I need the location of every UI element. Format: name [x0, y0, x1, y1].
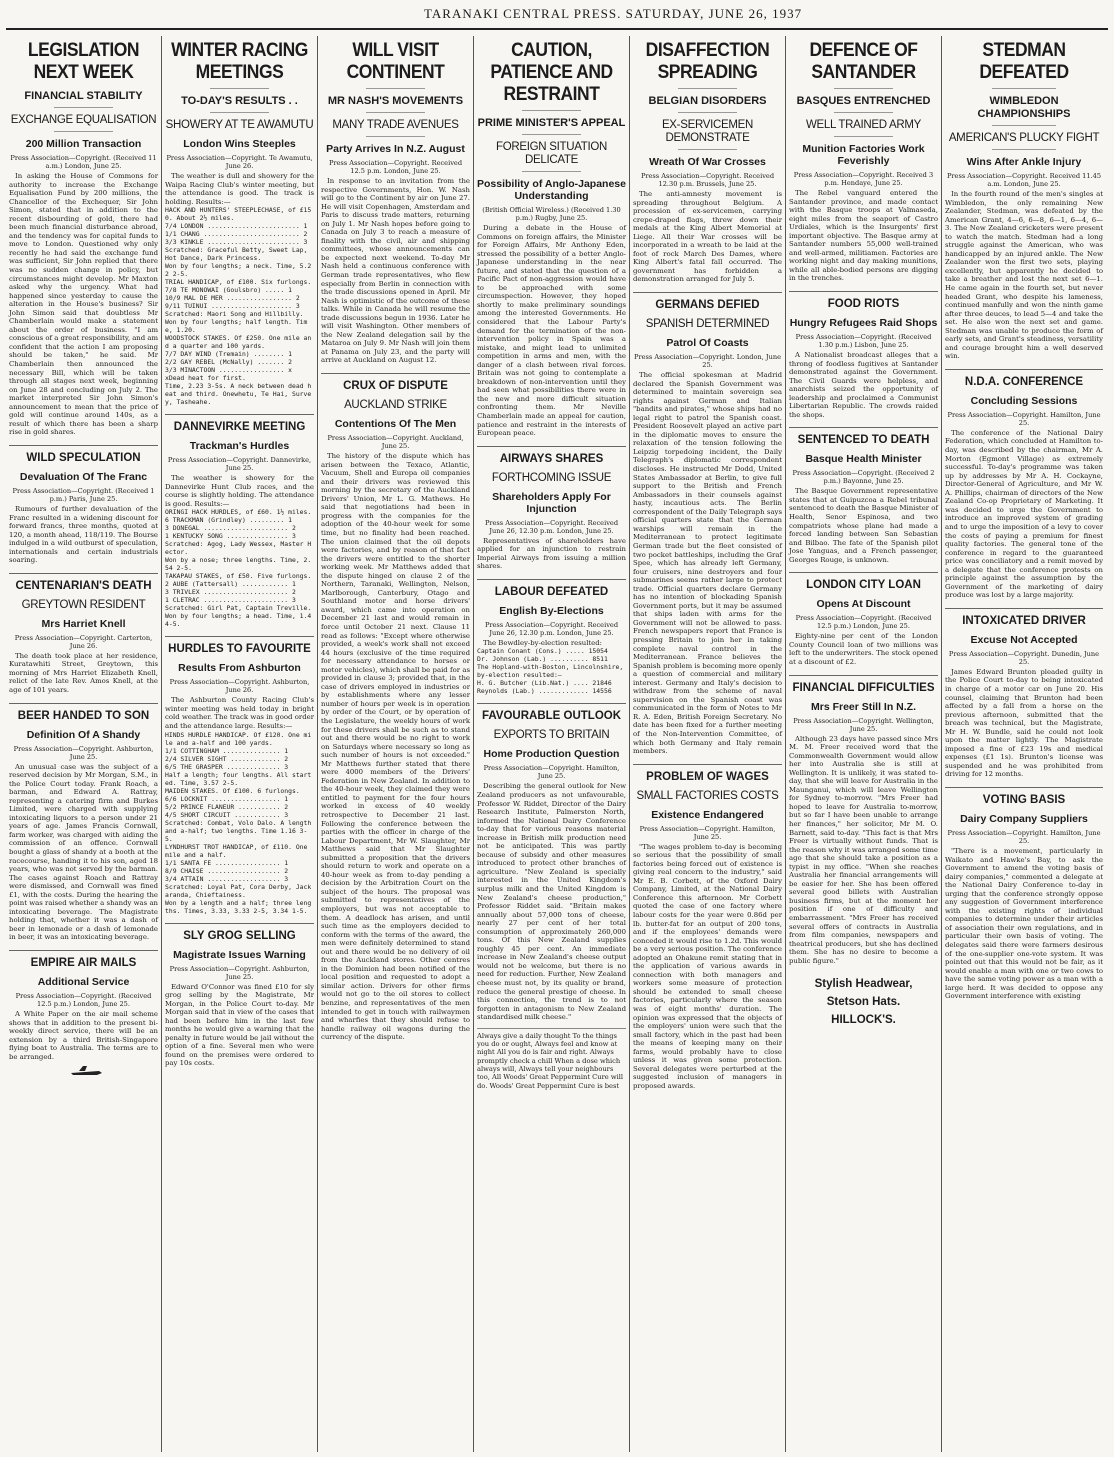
advert-line: HILLOCK'S.: [831, 1014, 896, 1027]
dateline: Press Association—Copyright. Auckland, June 25.: [327, 434, 464, 451]
section-headline: BEER HANDED TO SON: [9, 703, 158, 723]
column-6: [786, 36, 942, 1452]
newspaper-columns: [6, 36, 1108, 1452]
article-body: The Basque Government representative states that at Guipuzcoa a Rebel tribunal sentenced to death the Basque Minister of Health, Senor Espinosa, and two compatriots whose plane had made a forced landing between San Sebastian and Bilbao. The fate of the Spanish pilot Jose Yanguas, and a French passenger, Georges Rouge, is unknown.: [789, 487, 938, 564]
dateline: Press Association—Copyright. Te Awamutu, June 26.: [166, 154, 313, 170]
subhead: GREYTOWN RESIDENT: [21, 598, 146, 611]
article-body: The Ashburton County Racing Club's winter meeting was held today in bright cold weather. The track was in good order and the attendance large. Results:—: [165, 696, 314, 731]
subhead: WELL TRAINED ARMY: [805, 119, 922, 131]
subhead: Existence Endangered: [651, 808, 764, 821]
dateline: Press Association—Copyright. Hamilton, June 25.: [947, 828, 1101, 845]
article-body: In response to an invitation from the respective Governments, Hon. W. Nash will go to the Continent by air on June 27. He will visit Copenhagen, Amsterdam and Paris to discuss trade matters, returning on July 1. Mr Nash hopes before going to Canada on July 3 to reach a measure of finality with the civil, air and shipping committees, whose announcements can be expected next weekend. To-day Mr Nash held a continuous conference with German trade representatives, who flew especially from Berlin in connection with the trade discussions opened in April. Mr Nash is optimistic of the outcome of these talks. While in Canada he will resume the trade discussions begun in 1936. Later he will visit Washington. Other members of the New Zealand delegation sail by the Mataroa on July 9. Mr Nash will join them at Panama on July 23, and the party will arrive at Auckland on August 12.: [321, 177, 470, 365]
subhead: TO-DAY'S RESULTS . .: [181, 95, 298, 107]
subhead: 200 Million Transaction: [25, 138, 142, 150]
section-headline: CRUX OF DISPUTE: [321, 373, 470, 393]
column-4: [474, 36, 630, 1452]
advert-verse: Always give a daily thought To the things you do or ought, Always feel and know at night All you do is fair and right. Always promptly check a chill When a dose which always will, Always tell your neighbours too, All Woods' Great Peppermint Cure will do. Woods' Great Peppermint Cure is best: [477, 1028, 626, 1090]
article-body: The official spokesman at Madrid declared the Spanish Government was determined to maintain sovereign sea rights against German and Italian "bandits and pirates," whose ships had no legal right to patrol the Spanish coast. President Roosevelt played an active part in the diplomatic moves to ensure the relaxation of the tension following the Leipzig torpedoing incident, the Daily Telegraph's diplomatic correspondent discloses. He instructed Mr Dodd, United States Ambassador at Berlin, to give full support to the British and French Ambassadors in their counsels against hasty, incautious acts. The Berlin correspondent of the Daily Telegraph says official quarters state that the German warships will remain in the Mediterranean to protect legitimate German trade but the fleet consisted of two pocket battleships, including the Graf Spee, which has already left Germany, four cruisers, nine destroyers and four submarines seems rather large to protect trade. Official quarters declare Germany has no intention of blockading Spanish Government ports, but it may be assumed that ships laden with arms for the Government will not be allowed to pass. French newspapers report that France is pressing Britain to join her in taking complete naval control in the Mediterranean. France believes the Spanish problem is becoming more openly a question of commercial and military interest. Germany and Italy's decision to withdraw from the scheme of naval supervision on the Spanish coast was communicated in the form of Notes to Mr R. A. Eden, British Foreign Secretary. No date has been fixed for a further meeting of the Non-Intervention Committee, of which both Germany and Italy remain members.: [633, 371, 782, 756]
dateline: Press Association—Copyright. Received 3 p.m. Hendaye, June 25.: [793, 171, 934, 187]
article-body: A White Paper on the air mail scheme shows that in addition to the present bi-weekly direct service, there will be an extension by a third British-Singapore flying boat to Australia. The terms are to be arranged.: [9, 1010, 158, 1061]
section-headline: GERMANS DEFIED: [633, 292, 782, 312]
subhead: EXCHANGE EQUALISATION: [10, 114, 157, 126]
masthead-text: TARANAKI CENTRAL PRESS. SATURDAY, JUNE 26, 1937: [424, 6, 803, 21]
divider: [992, 149, 1055, 150]
subhead: Munition Factories Work Feverishly: [802, 143, 925, 167]
dateline: Press Association—Copyright. Received June 26, 12.30 p.m. London, June 25.: [484, 518, 619, 535]
advert-line: Stetson Hats.: [826, 996, 901, 1009]
subhead: EXPORTS TO BRITAIN: [493, 729, 610, 742]
masthead: [6, 0, 1108, 30]
subhead: PRIME MINISTER'S APPEAL: [477, 117, 626, 129]
subhead: Party Arrives In N.Z. August: [326, 143, 465, 155]
article-body: Rumours of further devaluation of the Franc resulted in a widening discount for forward francs, three months, quoted at 120, a month ahead, 118/119. The Bourse indulged in a wild outburst of speculation, internationals and certain industrials soaring.: [9, 504, 158, 565]
dateline: Press Association—Copyright. Ashburton, June 25.: [169, 964, 310, 981]
dateline: Press Association—Copyright. (Received 2 p.m.) Bayonne, June 25.: [792, 469, 935, 486]
dateline: Press Association—Copyright. Ashburton, June 25.: [13, 744, 154, 761]
headline-santander: DEFENCE OF SANTANDER: [809, 40, 918, 83]
subhead: Basque Health Minister: [805, 453, 922, 466]
dateline: Press Association—Copyright. (Received 11 a.m.) London, June 25.: [10, 154, 157, 170]
section-headline: VOTING BASIS: [945, 787, 1103, 807]
subhead: FOREIGN SITUATION DELICATE: [496, 141, 607, 166]
section-headline: HURDLES TO FAVOURITE: [165, 636, 314, 656]
subhead: FINANCIAL STABILITY: [24, 90, 143, 102]
subhead: EX-SERVICEMEN DEMONSTRATE: [661, 119, 754, 144]
subhead: SMALL FACTORIES COSTS: [636, 789, 779, 802]
section-headline: FINANCIAL DIFFICULTIES: [789, 675, 938, 695]
section-headline: SENTENCED TO DEATH: [789, 427, 938, 447]
section-headline: N.D.A. CONFERENCE: [945, 369, 1103, 389]
race-results: HACK AND HUNTERS' STEEPLECHASE, of £150. About 2½ miles. 7/4 LONDON ........................ 1 1/1 CHANG ......................... 2 3/3 KINKLE ........................ 3 Scratched: Graceful Betty, Sweet Lap, Hot Dance, Dark Princess. Won by four lengths; a neck. Time, 5.22 2-5. TRIAL HANDICAP, of £100. Six furlongs. 7/8 TE MONOWAI (Goulsbro) ..... 1 10/9 MAL DE MER ................. 2 9/11 TUINUI ..................... 3 Scratched: Maori Song and Hillbilly. Won by four lengths; half length. Time, 1.20. WOODSTOCK STAKES. Of £250. One mile and a quarter and 100 yards. 7/7 DAY WIND (Tremain) ........ 1 2/2 GAY REBEL (McNally) ....... 2 3/3 MINACTOON ................. x xDead heat for first. Time, 2.23 3-5s. A neck between dead heat and third. Onewhetu, Te Hai, Survey, Tasheahe.: [165, 206, 312, 407]
section-headline: AIRWAYS SHARES: [477, 446, 626, 466]
headline-legislation: LEGISLATION NEXT WEEK: [27, 40, 140, 83]
article-body: "The wages problem to-day is becoming so serious that the possibility of small factories being forced out of existence is giving real concern to the industry," said Mr E. B. Corbett, of the Oxford Dairy Company, Limited, at the National Dairy Conference this afternoon. Mr Corbett quoted the case of one factory where labour costs for the year were 0.86d per lb. butter-fat for an output of 200 tons, and if the employees' demands were conceded it would rise to 1.2d. This would be a very serious position. The conference adopted an Ohakune remit stating that in the application of various awards in connection with both managers and workers some measure of protection should be extended to small cheese factories, particularly where the season was of eight months' duration. The opinion was expressed that the objects of the employers' union were such that the small factory, which in the past had been the means of keeping many on their farms, would probably have to close unless it was given some protection. Several delegates were perturbed at the suggested inclusion of managers in proposed awards.: [633, 842, 782, 1090]
subhead: SPANISH DETERMINED: [645, 318, 770, 331]
dateline: Press Association—Copyright. Carterton, June 26.: [14, 633, 153, 650]
election-results: Captain Conant (Cons.) ..... 15054 Dr. Johnson (Lab.) .......... 8511 The Hopland-with-Boston, Lincolnshire, by-election resulted:— H. G. Butcher (Lib.Nat.) .... 21846 Reynolds (Lab.) ............. 14556: [477, 647, 624, 696]
race-results: HINDS HURDLE HANDICAP. Of £120. One mile and a-half and 100 yards. 1/1 COTTINGHAM ............... 1 2/4 SILVER SIGHT ............. 2 6/5 THE GRASPER .............. 3 Half a length; four lengths. All started. Time, 3.57 2-5. MAIDEN STAKES. Of £100. 6 furlongs. 6/6 LOCKNIT .................. 1 5/2 PRINCE FLANEUR ........... 2 4/5 SHORT CIRCUIT ............ 3 Scratched: Combat, Volo Dalo. A length and a-half; two lengths. Time 1.16 3-5. LYNDHURST TROT HANDICAP, of £110. One mile and a half. 1/1 SANTA FE ................. 1 8/9 CHAISE ................... 2 3/4 ATTAIN ................... 3 Scratched: Loyal Pat, Cora Derby, Jackaranda, Chieftainess. Won by a length and a half; three lengths. Times, 3.33, 3.33 2-5, 3.34 1-5.: [165, 730, 312, 915]
subhead: Devaluation Of The Franc: [19, 470, 148, 483]
dateline: Press Association—Copyright. Received 12.5 p.m. London, June 25.: [328, 159, 463, 175]
subhead: MR NASH'S MOVEMENTS: [327, 95, 464, 107]
subhead: Definition Of A Shandy: [26, 728, 141, 741]
subhead: AUCKLAND STRIKE: [344, 399, 447, 412]
column-7: [942, 36, 1106, 1452]
dateline: Press Association—Copyright. Hamilton, June 25.: [947, 410, 1101, 427]
race-results: ORINGI HACK HURDLES, of £60. 1½ miles. 6 TRACKMAN (Grindley) ......... 1 3 DONEGAL ...................... 2 1 KENTUCKY SONG ................ 3 Scratched: Agog, Lady Wessex, Master Hector. Won by a nose; three lengths. Time, 2.54 2-5. TAKAPAU STAKES, of £50. Five furlongs. 2 AUBE (Tattersall) ............ 1 3 TRIVLEX ...................... 2 1 CLETRAC ...................... 3 Scratched: Girl Pat, Captain Treville. Won by four lengths; a head. Time, 1.4 4-5.: [165, 508, 312, 629]
section-headline: INTOXICATED DRIVER: [945, 608, 1103, 628]
divider: [366, 112, 426, 113]
dateline: Press Association—Copyright. (Received 1.30 p.m.) Lisbon, June 25.: [795, 333, 932, 350]
article-body: The Rebel vanguard entered the Santander province, and made contact with the Basque troops at Valmaseda, eight miles from the seaport of Castro Urdiales, which is the Insurgents' first important objective. The Basque army at Santander numbers 55,000 well-trained and well-armed, militiamen. Factories are working night and day making munitions, while all able-bodied persons are digging in the trenches.: [789, 189, 938, 283]
subhead: Results From Ashburton: [178, 662, 301, 675]
article-body: An unusual case was the subject of a reserved decision by Mr Morgan, S.M., in the Police Court today. Frank Roach, a barman, and Edward A. Rattray, representing a catering firm and Burkes Limited, were charged with supplying intoxicating liquors to a person under 21 years of age. James Francis Cornwall, farm worker, was charged with aiding the commission of an offence. Cornwall bought a glass of shandy at a booth at the racecourse, handing it to his son, aged 18 years, who was not served by the barman. The cases against Roach and Rattray were dismissed, and Cornwall was fined £1, with the costs. During the hearing the point was raised whether a shandy was an intoxicating beverage. The Magistrate holding that, whether it was a dash of beer in lemonade or a dash of lemonade in beer, it was an intoxicating beverage.: [9, 762, 158, 942]
divider: [210, 112, 270, 113]
article-body: The weather is showery for the Dannevirke Hunt Club races, and the course is slightly holding. The attendance is good. Results:—: [165, 474, 314, 508]
column-5: [630, 36, 786, 1452]
article-body: Although 23 days have passed since Mrs M. M. Freer received word that the Commonwealth Government would allow her into Australia she is still at Wellington. It is unlikely, it was stated to-day, that she will leave for Australia in the Maunganui, which will leave Wellington for Sydney to-morrow. "Mrs Freer had hoped to leave for Australia to-morrow, but so far I have been unable to arrange her finances," her solicitor, Mr M. O. Barnett, said to-day. "This fact is that Mrs Freer is virtually without funds. That is the reason why it was arranged some time ago that she should take a position as a typist in my office. "When she reaches Australia her financial arrangements will be easier for her. She has been offered several good billets with Australian business firms, but at the moment her position if one of difficulty and embarrassment. "Mrs Freer has received several offers of contracts in Australia from film companies, newspapers and theatrical producers, but she has declined them. She has no desire to become a public figure.": [789, 734, 938, 965]
section-headline: SLY GROG SELLING: [165, 923, 314, 943]
dateline: Press Association—Copyright. London, June 25.: [634, 353, 781, 370]
headline-disaffection: DISAFFECTION SPREADING: [645, 40, 770, 83]
subhead: Patrol Of Coasts: [666, 337, 749, 350]
subhead: BELGIAN DISORDERS: [648, 95, 767, 107]
column-1: [6, 36, 162, 1452]
subhead: Home Production Question: [483, 748, 620, 761]
article-body: A Nationalist broadcast alleges that a throng of foodless fugitives at Santander demonstrated against the Government. The Civil Guards were helpless, and anarchists seized the opportunity of leadership and proclaimed a Communist Libertarian Republic. The crowds raided the shops.: [789, 351, 938, 419]
article-body: Eighty-nine per cent of the London County Council loan of two millions was left to the underwriters. The stock opened at a discount of £2.: [789, 632, 938, 666]
divider: [366, 136, 426, 137]
article-body: The conference of the National Dairy Federation, which concluded at Hamilton to-day, was described by the chairman, Mr A. Morton (Egmont Village) as extremely successful. To-day's programme was taken up by addresses by Mr A. H. Cockayne, Director-General of Agriculture, and Mr W. A. Phillips, chairman of directors of the New Zealand Co-op Proprietary of Marketing. It was decided to urge the Government to introduce an improved system of grading and to urge the imposition of a levy to cover the costs of paying a premium for finest quality factories. The general tone of the conference in regard to the guaranteed price was conciliatory and a remit moved by a delegate that the conference protests on principle against the assumption by the Government of the marketing of dairy produce was lost by a large majority.: [945, 428, 1103, 600]
subhead: Excuse Not Accepted: [970, 633, 1078, 646]
subhead: Hungry Refugees Raid Shops: [789, 317, 938, 330]
subhead: Magistrate Issues Warning: [173, 948, 306, 961]
subhead: Possibility of Anglo-Japanese Understanding: [477, 178, 626, 202]
subhead: Dairy Company Suppliers: [960, 812, 1088, 825]
article-body: James Edward Brunton pleaded guilty in the Police Court to-day to being intoxicated in charge of a motor car on June 20. His counsel, claiming that Brunton had been affected by a fall from a horse on the previous afternoon, submitted that the breach was technical, but the Magistrate, Mr H. W. Bundle, said he could not look upon the matter lightly. The Magistrate imposed a fine of £23 19s and medical expenses (£1 1s). Brunton's license was suspended and he was prohibited from driving for 12 months.: [945, 667, 1103, 779]
subhead: Opens At Discount: [816, 598, 911, 611]
subhead: BASQUES ENTRENCHED: [796, 95, 931, 107]
subhead: Wins After Ankle Injury: [966, 156, 1082, 168]
dateline: Press Association—Copyright. Received 12.30 p.m. Brussels, June 25.: [640, 172, 775, 188]
divider: [992, 88, 1055, 89]
subhead: Wreath Of War Crosses: [649, 156, 766, 168]
column-2: [162, 36, 318, 1452]
dateline: Press Association—Copyright. (Received 12.5 p.m.) London, June 25.: [15, 992, 152, 1008]
article-body: Representatives of shareholders have applied for an injunction to restrain Imperial Airways from issuing a million shares.: [477, 536, 626, 571]
section-headline: FOOD RIOTS: [789, 291, 938, 311]
divider: [522, 171, 582, 172]
article-body: During a debate in the House of Commons on foreign affairs, the Minister for Foreign Affairs, Mr Anthony Eden, stressed the possibility of a better Anglo-Japanese understanding in the near future, and stated that the question of a Pacific Pact of non-aggression would have to be approached with some circumspection. However, they hoped shortly to make preliminary soundings among the interested Governments. He considered that the Labour Party's demand for the termination of the non-intervention policy in Spain was a mistake, and might lead to unlimited competition in arms and men, with the danger of a clash between rival forces. Britain was not going to contemplate a breakdown of non-intervention until they had seen what possibilities there were in the new and more difficult situation confronting them. Mr Neville Chamberlain made an appeal for caution, patience and restraint in the interests of European peace.: [477, 224, 626, 438]
subhead: Shareholders Apply For Injunction: [492, 490, 611, 515]
headline-will-visit: WILL VISIT CONTINENT: [346, 40, 445, 83]
section-headline: FAVOURABLE OUTLOOK: [477, 703, 626, 723]
article-body: The anti-amnesty movement is spreading throughout Belgium. A procession of ex-servicemen, carrying crepe-draped flags, threw down their medals at the King Albert Memorial at Liege. All their War crosses will be incorporated in a wreath to be laid at the foot of rock March Des Dames, where King Albert's fatal fall occurred. The government has forbidden a demonstration arranged for July 5.: [633, 190, 782, 284]
subhead: FORTHCOMING ISSUE: [491, 471, 612, 484]
article-body: Edward O'Connor was fined £10 for sly grog selling by the Magistrate, Mr Morgan, in the Police Court to-day. Mr Morgan said that in view of the cases that had been before him in the last few months he would give a warning that the penalty in future would be jail without the option of a fine. Several men who were found on the premises were ordered to pay 10s costs.: [165, 982, 314, 1068]
dateline: Press Association—Copyright. Hamilton, June 25.: [483, 764, 620, 781]
article-body: Describing the general outlook for New Zealand producers as not unfavourable, Professor W. Riddet, Director of the Dairy Research Institute, Palmerston North, informed the National Dairy Conference to-day that for various reasons material increase in British milk production need not be anticipated. This was partly because of subsidy and other measures introduced to protect other branches of agriculture. "New Zealand is specially interested in the United Kingdom's surplus milk and the United Kingdom is New Zealand's cheese production," Professor Riddet said. "Britain makes annually about 57,000 tons of cheese, nearly 27 per cent of her total consumption of approximately 260,000 tons. Of this New Zealand supplies roughly 45 per cent. An immediate increase in New Zealand's cheese output would not be welcome, but there is no need for reduction. Further, New Zealand cheese must not, by its quality or brand, reduce the general prestige of cheese. In this connection, the trend is to not forgotten in antagonism to New Zealand standardised milk cheese.": [477, 782, 626, 1022]
subhead: AMERICAN'S PLUCKY FIGHT: [948, 132, 1100, 144]
subhead: MANY TRADE AVENUES: [332, 119, 459, 131]
subhead: London Wins Steeples: [183, 138, 296, 150]
divider: [678, 112, 738, 113]
divider: [522, 110, 582, 111]
dateline: Press Association—Copyright. Dannevirke, June 25.: [167, 456, 312, 473]
divider: [678, 88, 738, 89]
divider: [678, 149, 738, 150]
subhead: Additional Service: [37, 976, 130, 988]
column-3: [318, 36, 474, 1452]
section-headline: DANNEVIRKE MEETING: [165, 414, 314, 434]
divider: [54, 107, 114, 108]
article-body: In the fourth round of the men's singles at Wimbledon, the only remaining New Zealander, Stedman, was defeated by the American Grant, 4—6, 6—8, 6—1, 6—4, 6—3. The New Zealand cricketers were present to watch the match. Stedman had a long struggle against the American, who was handicapped by an injured ankle. The New Zealander won the first two sets, playing excellently, but apparently he decided to take a breather and lost the next set 6—1. He came again in the fourth set, but never headed Grant, who despite his lameness, continued manfully and won the ninth game after three deuces, to lead 5—4 and take the set. He also won the next set and game. Stedman was unable to produce the form of early sets, and Grant's steadiness, versatility and courage brought him a well deserved win.: [945, 190, 1103, 361]
subhead: SHOWERY AT TE AWAMUTU: [165, 119, 314, 131]
headline-winter-racing: WINTER RACING MEETINGS: [171, 40, 308, 83]
headline-caution: CAUTION, PATIENCE AND RESTRAINT: [490, 40, 613, 105]
section-headline: CENTENARIAN'S DEATH: [9, 573, 158, 593]
divider: [210, 88, 270, 89]
hillocks-advert: [789, 975, 938, 1029]
section-headline: LONDON CITY LOAN: [789, 572, 938, 592]
subhead: Mrs Freer Still In N.Z.: [810, 700, 917, 713]
section-headline: PROBLEM OF WAGES: [633, 764, 782, 784]
dateline: Press Association—Copyright. Received June 26, 12.30 p.m. London, June 25.: [484, 620, 619, 637]
dateline: Press Association—Copyright. (Received 1 p.m.) Paris, June 25.: [12, 486, 155, 503]
article-body: The death took place at her residence, Kuratawhiti Street, Greytown, this morning of Mrs Harriet Elizabeth Knell, relict of the late Rev. Amos Knell, at the age of 101 years.: [9, 651, 158, 694]
article-body: The history of the dispute which has arisen between the Texaco, Atlantic, Vacuum, Shell and Europa oil companies and their drivers was reviewed this morning by the secretary of the Auckland Drivers' Union, Mr L. G. Mathews. He said that negotiations had been in progress with the companies for the adoption of the 40-hour week for some time, but no finality had been reached. The union claimed that the oil depots were factories, and by reason of that fact the drivers were entitled to the shorter working week. Mr Matthews added that the dispute hinged on clause 2 of the Northern, Taranaki, Wellington, Nelson, Marlborough, Canterbury, Otago and Southland motor and horse drivers' award, which came into operation on December 21 last and would remain in force until October 21 next. Clause 11 read as follows: "Except where otherwise provided, a week's work shall not exceed 44 hours (exclusive of the time required for necessary attendance to horses or motor vehicles), which shall be paid for as provided in clause 3; provided that, in the case of drivers employed in industries or by establishments where any lesser number of hours per week is in operation by order of the Court, or by operation of the Legislature, the weekly hours of work for these drivers shall be such as to stand out and there would be no right to work on Saturdays where necessary so long as such number of hours is not exceeded." Mr Matthews further stated that there were 4000 members of the Drivers' Federation in New Zealand. In addition to the 40-hour week, they claimed they were entitled to payment for the four hours worked in excess of 40 weekly retrospective to December 21 last. Following the conference between the parties with the officer in charge of the Labour Department, Mr W. Slaughter, Mr Matthews said that Mr Slaughter submitted a proposition that the drivers should return to work and operate on a 40-hour week as from to-day pending a decision by the Arbitration Court on the subject of the hours. The proposal was submitted to representatives of the employers, but was not acceptable to them. A deadlock has arisen, and until such time as the employers decided to conform with the terms of the award, the men were definitely determined to stand out and there would be no delivery of oil from the Auckland stores. Other centres in the Dominion had been notified of the local position and requested to adopt a similar action. Drivers for other firms would not go to the oil stores to collect benzine, and representatives of the men intended to get in touch with railwaymen and wharfies that they should refuse to handle railway oil wagons during the currency of the dispute.: [321, 452, 470, 1042]
headline-stedman: STEDMAN DEFEATED: [979, 40, 1069, 83]
divider: [834, 136, 894, 137]
divider: [366, 88, 426, 89]
article-body: The Bewdley-by-election resulted:: [483, 638, 602, 647]
divider: [834, 112, 894, 113]
divider: [522, 134, 582, 135]
section-headline: LABOUR DEFEATED: [477, 579, 626, 599]
section-headline: WILD SPECULATION: [9, 445, 158, 465]
article-body: The weather is dull and showery for the Waipa Racing Club's winter meeting, but the attendance is good. The track is holding. Results:—: [165, 172, 314, 206]
subhead: Contentions Of The Men: [334, 418, 457, 431]
dateline: Press Association—Copyright. Dunedin, June 25.: [948, 649, 1100, 666]
dateline: Press Association—Copyright. Hamilton, June 25.: [639, 824, 776, 841]
flying-boat-icon: [69, 1065, 103, 1077]
subhead: Concluding Sessions: [970, 394, 1078, 407]
divider: [54, 131, 114, 132]
dateline: (British Official Wireless.) (Received 1.30 p.m.) Rugby, June 25.: [482, 206, 621, 222]
subhead: Mrs Harriet Knell: [41, 617, 126, 630]
dateline: Press Association—Copyright. Received 11.45 a.m. London, June 25.: [946, 172, 1102, 188]
article-body: "There is a movement, particularly in Waikato and Hawke's Bay, to ask the Government to amend the voting basis of dairy companies," commented a delegate at the National Dairy Conference to-day in urging that the conference strongly oppose any suggestion of Government interference with the existing rights of individual companies to determine under their articles of association their own regulations, and in particular their own basis of voting. The delegates said there were farmers desirous of the one-supplier one-vote system. It was pointed out that this would not be fair, as it would enable a man with one or two cows to have the same voting power as a man with a large herd. It was decided to oppose any Government interference with existing: [945, 846, 1103, 1001]
subhead: WIMBLEDON CHAMPIONSHIPS: [977, 95, 1071, 120]
section-headline: EMPIRE AIR MAILS: [9, 950, 158, 970]
divider: [992, 125, 1055, 126]
dateline: Press Association—Copyright. Ashburton, June 26.: [169, 678, 310, 695]
article-body: In asking the House of Commons for authority to increase the Exchange Equalisation Fund by 200 millions, the Chancellor of the Exchequer, Sir John Simon, stated that in addition to the recent disbourding of gold, there had been much financial disturbance abroad, and the tendency was for capital funds to move to London. Questioned why only recently he had said the exchange fund was sufficient, Sir John replied that there was no sudden change in policy, but circumstances might develop. Mr Maxton asked why the urgency. What had happened since yesterday to cause the alteration in the House's business? Sir John Simon said that doubtless Mr Chamberlain would make a statement about the order of business. "I am conscious of a great responsibility, and am confident that the action I am proposing should be taken," he said. Mr Chamberlain then announced the necessary Bill, which will be taken through all stages next week, beginning on June 28 and concluding on July 2. The market interpreted Sir John Simon's announcement to mean that the price of gold will continue around 140s, as a result of which there has been a sharp rise in gold shares.: [9, 172, 158, 437]
subhead: English By-Elections: [499, 604, 604, 617]
dateline: Press Association—Copyright. (Received 12.5 p.m.) London, June 25.: [795, 614, 932, 631]
divider: [834, 88, 894, 89]
subhead: Trackman's Hurdles: [189, 440, 290, 453]
advert-line: Stylish Headwear,: [814, 978, 913, 991]
dateline: Press Association—Copyright. Wellington, June 25.: [793, 716, 934, 733]
